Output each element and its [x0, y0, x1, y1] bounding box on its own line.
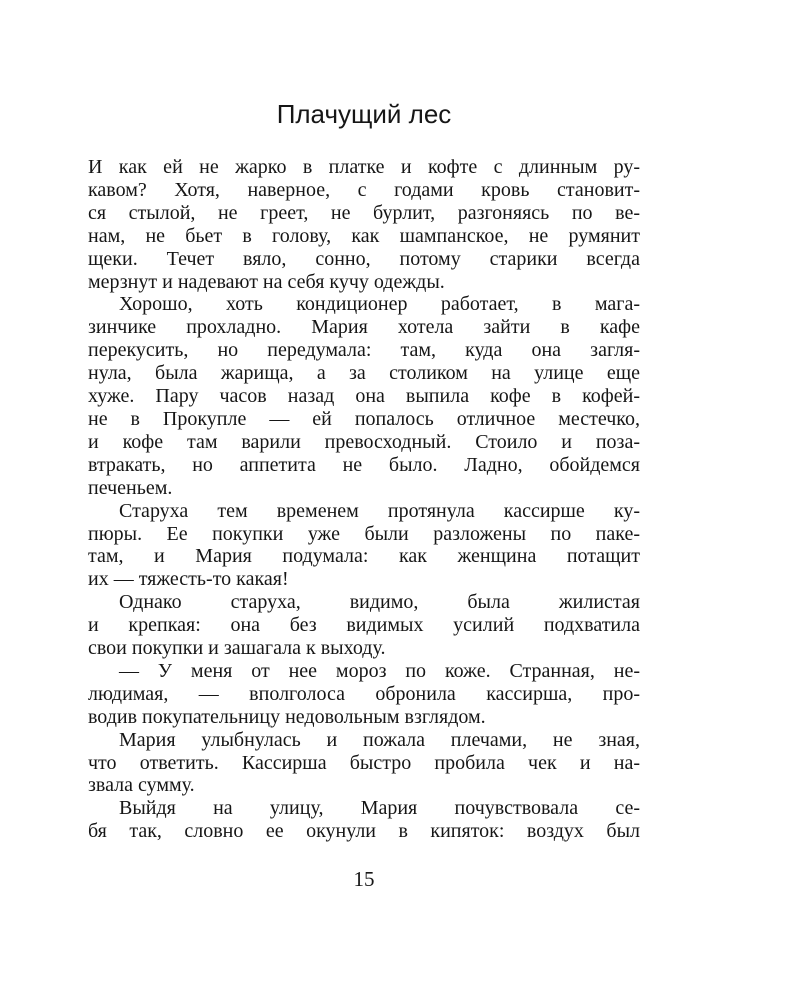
text-line: пюры. Ее покупки уже были разложены по паке-: [88, 522, 640, 545]
text-line: Хорошо, хоть кондиционер работает, в мага-: [119, 293, 640, 316]
text-line: звала сумму.: [88, 774, 195, 797]
paragraph: [88, 660, 640, 729]
text-line: кавом? Хотя, наверное, с годами кровь становит-: [88, 178, 640, 201]
text-line: Мария улыбнулась и пожала плечами, не зная,: [119, 728, 640, 751]
text-line: втракать, но аппетита не было. Ладно, обойдемся: [88, 453, 640, 476]
paragraph: [88, 729, 640, 798]
text-line: там, и Мария подумала: как женщина потащит: [88, 545, 640, 568]
text-line: нам, не бьет в голову, как шампанское, не румянит: [88, 224, 640, 247]
text-line: зинчике прохладно. Мария хотела зайти в кафе: [88, 316, 640, 339]
text-line: и кофе там варили превосходный. Стоило и поза-: [88, 430, 640, 453]
text-line: — У меня от нее мороз по коже. Странная, не-: [119, 659, 640, 682]
text-line: что ответить. Кассирша быстро пробила чек и на-: [88, 751, 640, 774]
paragraph: [88, 156, 640, 293]
paragraph: [88, 500, 640, 592]
page-body: [88, 156, 640, 843]
text-line: Выйдя на улицу, Мария почувствовала се-: [119, 797, 640, 820]
text-line: бя так, словно ее окунули в кипяток: воздух был: [88, 820, 640, 843]
text-line: щеки. Течет вяло, сонно, потому старики всегда: [88, 247, 640, 270]
text-line: ся стылой, не греет, не бурлит, разгоняясь по ве-: [88, 201, 640, 224]
paragraph: [88, 591, 640, 660]
text-line: людимая, — вполголоса обронила кассирша, про-: [88, 682, 640, 705]
text-line: мерзнут и надевают на себя кучу одежды.: [88, 270, 445, 293]
text-line: хуже. Пару часов назад она выпила кофе в кофей-: [88, 385, 640, 408]
chapter-title: Плачущий лес: [276, 99, 452, 129]
text-line: И как ей не жарко в платке и кофте с длинным ру-: [88, 156, 640, 178]
text-line: не в Прокупле — ей попалось отличное местечко,: [88, 407, 640, 430]
text-line: Однако старуха, видимо, была жилистая: [119, 591, 640, 614]
text-line: перекусить, но передумала: там, куда она загля-: [88, 339, 640, 362]
text-line: свои покупки и зашагала к выходу.: [88, 637, 386, 660]
paragraph: [88, 797, 640, 843]
text-line: нула, была жарища, а за столиком на улице еще: [88, 362, 640, 385]
text-line: печеньем.: [88, 476, 173, 499]
text-line: их — тяжесть-то какая!: [88, 568, 289, 591]
text-line: водив покупательницу недовольным взглядом.: [88, 705, 486, 728]
page-number: 15: [353, 867, 375, 892]
text-line: и крепкая: она без видимых усилий подхватила: [88, 614, 640, 637]
text-column: [88, 0, 640, 891]
paragraph: [88, 293, 640, 499]
text-line: Старуха тем временем протянула кассирше ку-: [119, 499, 640, 522]
